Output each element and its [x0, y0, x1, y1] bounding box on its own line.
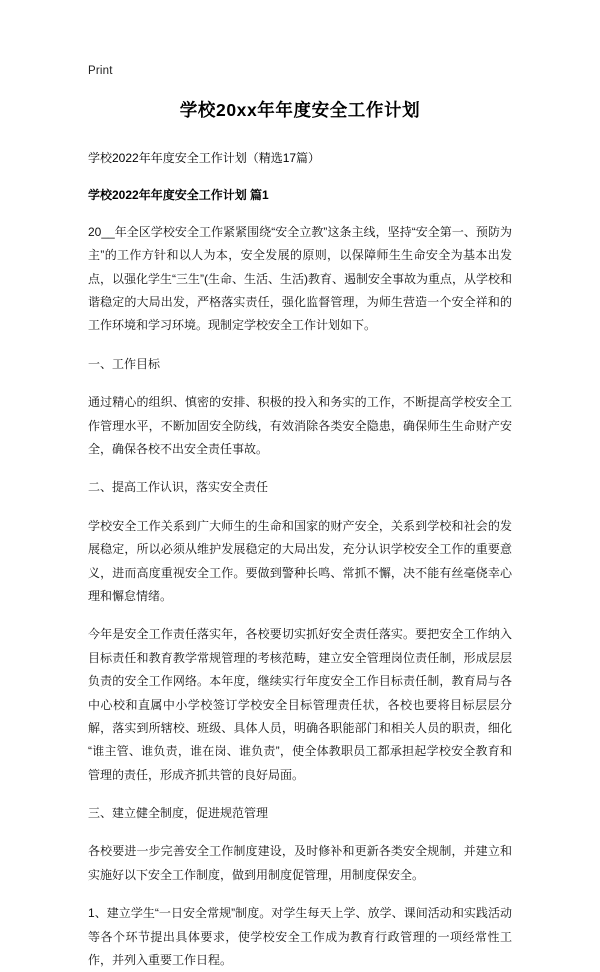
paragraph: 各校要进一步完善安全工作制度建设，及时修补和更新各类安全规制，并建立和实施好以下安全工作制度，做到用制度促管理，用制度保安全。: [88, 844, 512, 882]
paragraph-subheading: 一、工作目标: [88, 356, 161, 371]
document-body: [88, 98, 512, 972]
paragraph-subheading: 三、建立健全制度，促进规范管理: [88, 806, 269, 821]
document-subtitle: 学校2022年年度安全工作计划（精选17篇）: [88, 150, 321, 165]
print-button[interactable]: Print: [88, 65, 113, 77]
paragraph-subheading: 二、提高工作认识，落实安全责任: [88, 480, 269, 495]
section-heading: 学校2022年年度安全工作计划 篇1: [88, 187, 269, 202]
paragraph: 通过精心的组织、慎密的安排、积极的投入和务实的工作，不断提高学校安全工作管理水平，不断加固安全防线，有效消除各类安全隐患，确保师生生命财产安全，确保各校不出安全责任事故。: [88, 395, 512, 456]
paragraph: 20__年全区学校安全工作紧紧围绕“安全立教”这条主线，坚持“安全第一、预防为主”的工作方针和以人为本，安全发展的原则，以保障师生生命安全为基本出发点，以强化学生“三生”(生命、生活、生活)教育、遏制安全事故为重点，从学校和谐稳定的大局出发，严格落实责任，强化监督管理，为师生营造一个安全祥和的工作环境和学习环境。现制定学校安全工作计划如下。: [88, 224, 512, 333]
paragraph: 学校安全工作关系到广大师生的生命和国家的财产安全，关系到学校和社会的发展稳定，所以必须从维护发展稳定的大局出发，充分认识学校安全工作的重要意义，进而高度重视安全工作。要做到警种长鸣、常抓不懈，决不能有丝毫侥幸心理和懈怠情绪。: [88, 518, 512, 603]
paragraph: 今年是安全工作责任落实年，各校要切实抓好安全责任落实。要把安全工作纳入目标责任和教育教学常规管理的考核范畴，建立安全管理岗位责任制，形成层层负责的安全工作网络。本年度，继续实行年度安全工作目标责任制，教育局与各中心校和直属中小学校签订学校安全目标管理责任状，各校也要将目标层层分解，落实到所辖校、班级、具体人员，明确各职能部门和相关人员的职责，细化“谁主管、谁负责，谁在岗、谁负责”，使全体教职员工都承担起学校安全教育和管理的责任，形成齐抓共管的良好局面。: [88, 627, 512, 782]
page-title: 学校20xx年年度安全工作计划: [179, 100, 421, 120]
paragraph: 1、建立学生“一日安全常规”制度。对学生每天上学、放学、课间活动和实践活动等各个环节提出具体要求，使学校安全工作成为教育行政管理的一项经常性工作，并列入重要工作日程。: [88, 906, 512, 968]
